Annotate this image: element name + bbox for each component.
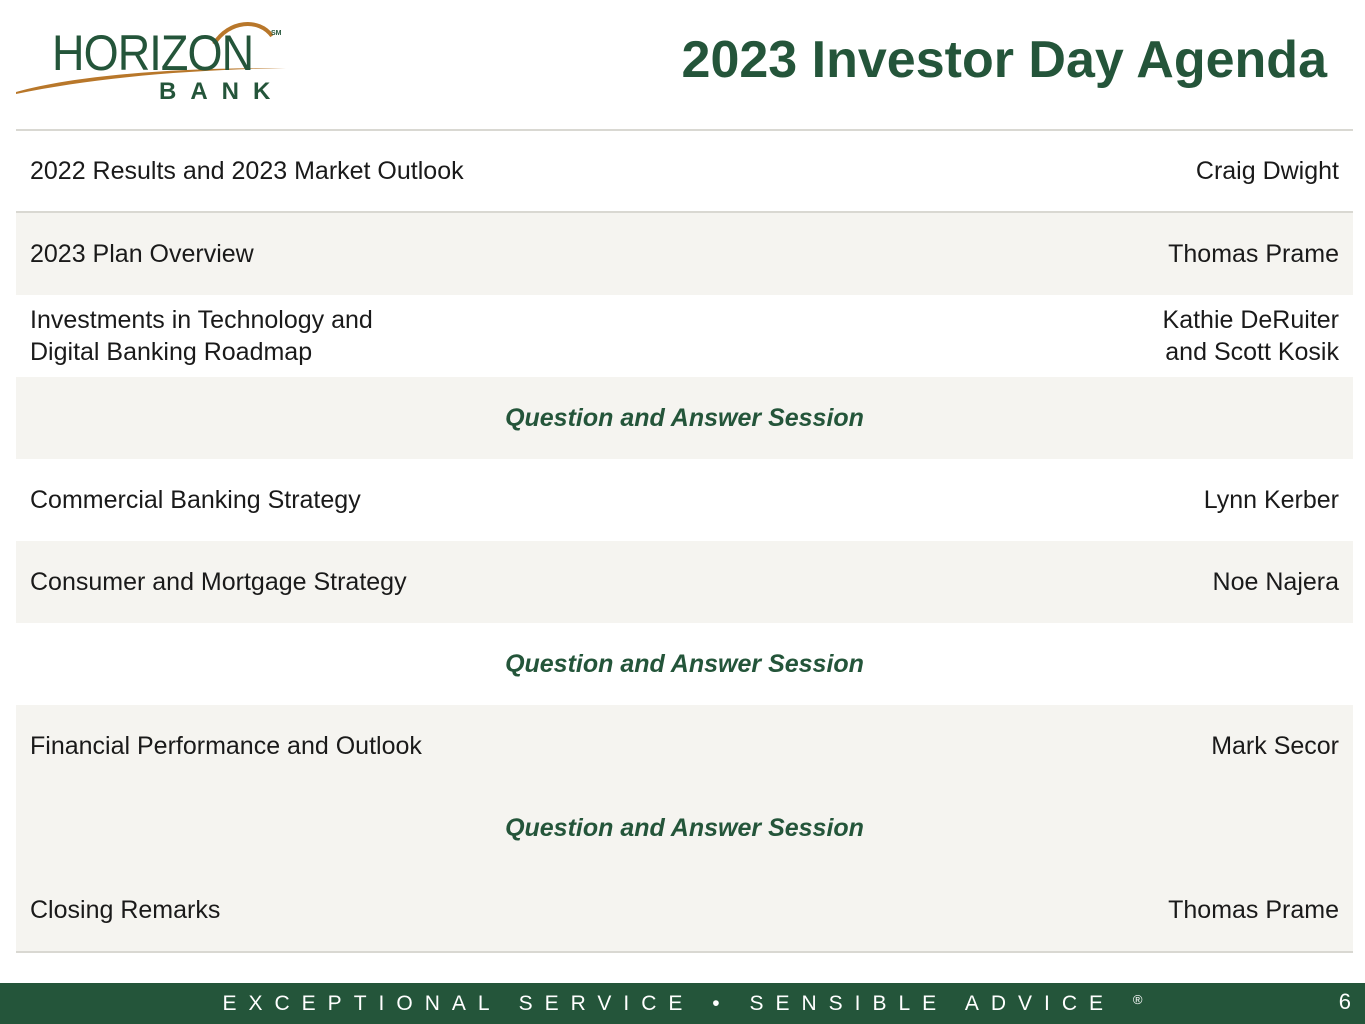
page-number: 6 (1338, 989, 1351, 1014)
agenda-topic-line: Closing Remarks (30, 896, 221, 924)
agenda-topic (30, 155, 464, 187)
footer-tagline (0, 992, 1365, 1016)
qa-session-label: Question and Answer Session (505, 814, 864, 842)
agenda-qa-row (16, 377, 1353, 459)
agenda-speaker (1204, 484, 1339, 516)
agenda-speaker (1211, 730, 1339, 762)
agenda-speaker-line: and Scott Kosik (1165, 338, 1339, 366)
agenda-topic (30, 304, 373, 368)
agenda-topic (30, 238, 254, 270)
agenda-row (16, 541, 1353, 623)
agenda-row (16, 459, 1353, 541)
agenda-topic (30, 730, 422, 762)
horizon-bank-logo (14, 18, 304, 110)
agenda-speaker (1163, 304, 1339, 368)
logo-bank-text: BANK (159, 78, 285, 105)
agenda-speaker (1168, 238, 1339, 270)
agenda-speaker-line: Noe Najera (1212, 568, 1339, 596)
agenda-speaker-line: Thomas Prame (1168, 896, 1339, 924)
agenda-speaker-line: Craig Dwight (1195, 157, 1339, 185)
agenda-topic-line: 2023 Plan Overview (30, 240, 254, 268)
qa-session-label: Question and Answer Session (505, 404, 864, 432)
agenda-table (16, 129, 1353, 953)
agenda-qa-row (16, 623, 1353, 705)
agenda-topic (30, 484, 361, 516)
agenda-topic-line: Consumer and Mortgage Strategy (30, 568, 407, 596)
registered-mark: ® (1132, 992, 1143, 1007)
page-title: 2023 Investor Day Agenda (681, 31, 1327, 89)
qa-session-label: Question and Answer Session (505, 650, 864, 678)
tagline-left: EXCEPTIONAL SERVICE (222, 992, 695, 1015)
agenda-topic-line: Commercial Banking Strategy (30, 486, 361, 514)
agenda-qa-row (16, 787, 1353, 869)
agenda-speaker-line: Kathie DeRuiter (1162, 306, 1339, 334)
agenda-speaker (1168, 894, 1339, 926)
tagline-separator: • (712, 992, 732, 1015)
agenda-row (16, 131, 1353, 213)
agenda-topic-line: Digital Banking Roadmap (30, 338, 313, 366)
agenda-speaker (1196, 155, 1339, 187)
logo-wordmark: HORIZON (52, 25, 254, 81)
agenda-speaker-line: Thomas Prame (1168, 240, 1339, 268)
agenda-speaker-line: Lynn Kerber (1203, 486, 1339, 514)
agenda-topic-line: 2022 Results and 2023 Market Outlook (30, 157, 464, 185)
agenda-row (16, 705, 1353, 787)
agenda-speaker-line: Mark Secor (1211, 732, 1339, 760)
agenda-topic (30, 566, 407, 598)
agenda-row (16, 213, 1353, 295)
agenda-row (16, 869, 1353, 951)
agenda-speaker (1213, 566, 1339, 598)
logo-service-mark: SM (271, 30, 282, 37)
agenda-row (16, 295, 1353, 377)
tagline-right: SENSIBLE ADVICE (749, 992, 1116, 1015)
footer-bar (0, 983, 1365, 1024)
agenda-topic-line: Financial Performance and Outlook (30, 732, 422, 760)
agenda-topic-line: Investments in Technology and (30, 306, 373, 334)
agenda-topic (30, 894, 220, 926)
